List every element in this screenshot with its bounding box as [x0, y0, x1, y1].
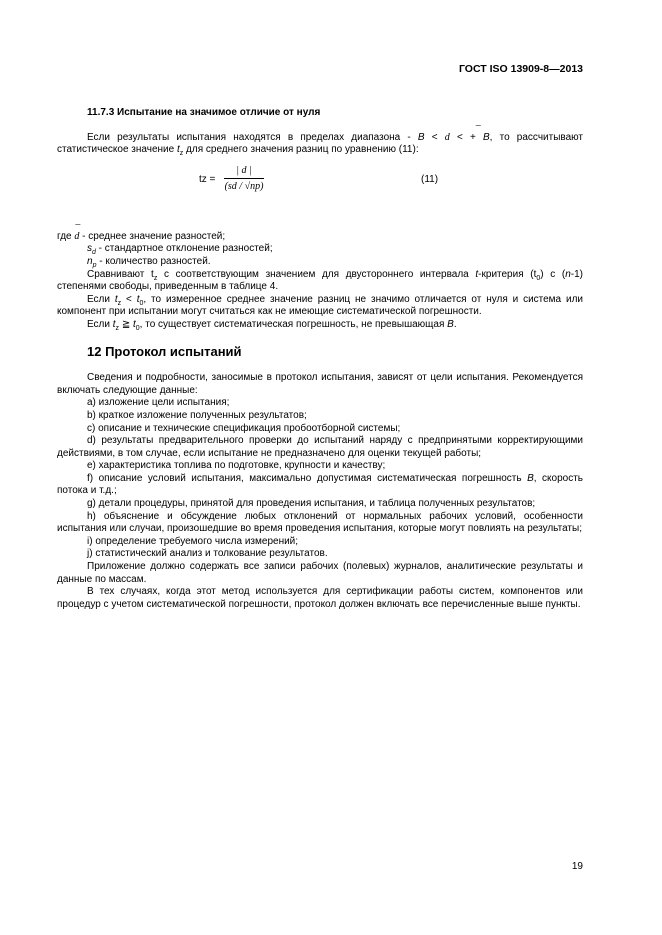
symbol-n: n [87, 255, 93, 267]
formula-11 [57, 165, 583, 227]
paragraph-compare [57, 269, 583, 294]
subscript: z [179, 150, 184, 158]
text: - среднее значение разностей; [79, 230, 226, 242]
subscript: z [115, 324, 120, 332]
subscript: p [92, 261, 97, 269]
text: f) описание условий испытания, максимально допустимая систематическая погрешность [87, 472, 528, 484]
symbol-d-bar: ¯ d [74, 231, 79, 242]
text: -1) степенями свободы, приведенным в таблице 4. [57, 268, 584, 293]
symbol-t: t [112, 318, 116, 330]
subscript: 0 [139, 299, 144, 307]
text: для среднего значения разниц по уравнению (11): [183, 144, 419, 156]
list-item-d: d) результаты предварительного проверки до испытаний наряду с предпринятыми корректирующими действиями, в том случае, если испытание не предназначено для оценки текущей работы; [57, 435, 583, 459]
text: -критерия (t [478, 268, 537, 280]
symbol-b: B [482, 131, 490, 143]
symbol-b: B [447, 318, 454, 330]
symbol-t: t [475, 268, 479, 280]
text: Сравнивают t [87, 268, 154, 280]
formula-lhs: tz = [199, 173, 216, 185]
formula-denominator: (sd / √np) [224, 181, 264, 193]
text: , то существует систематическая погрешность, не превышающая [139, 318, 448, 330]
where-line-d [57, 231, 583, 244]
symbol-t: t [176, 144, 180, 156]
paragraph-less-than [57, 294, 583, 319]
page-content [57, 107, 583, 611]
text: , скорость потока и т.д.; [57, 472, 583, 497]
text: где [57, 230, 75, 242]
where-line-sd [57, 243, 583, 256]
text: Если [87, 293, 115, 305]
symbol-b: B [417, 131, 425, 143]
text: < + [449, 131, 483, 143]
list-item-g: g) детали процедуры, принятой для проведения испытания, и таблица полученных результатов; [87, 498, 536, 510]
symbol-t: t [114, 293, 118, 305]
list-item-i: i) определение требуемого числа измерений; [87, 535, 299, 547]
symbol-b: B [527, 472, 534, 484]
text: Если [87, 318, 113, 330]
section-12-title: 12 Протокол испытаний [87, 343, 242, 359]
section-11-7-3-title: 11.7.3 Испытание на значимое отличие от нуля [87, 107, 321, 118]
list-item-e: e) характеристика топлива по подготовке, крупности и качеству; [87, 460, 386, 472]
text: - количество разностей. [96, 255, 211, 267]
text: - стандартное отклонение разностей; [95, 243, 273, 255]
where-line-np [57, 256, 583, 269]
spacer [57, 120, 583, 132]
list-item-a: a) изложение цели испытания; [87, 397, 230, 409]
subscript: z [117, 299, 122, 307]
paragraph-range-condition [57, 132, 583, 157]
list-item-f [57, 473, 583, 498]
page-number: 19 [571, 861, 583, 872]
text: , то рассчитывают статистическое значение [57, 131, 584, 156]
paragraph-intro: Сведения и подробности, заносимые в протокол испытания, зависят от цели испытания. Рекомендуется включать следующие данные: [57, 372, 583, 396]
list-item-h: h) объяснение и обсуждение любых отклонений от нормальных рабочих условий, особенности испытания или случаи, произошедшие во время проведения испытания, которые могут повлиять на результаты; [57, 510, 583, 535]
formula-numerator: | d | [224, 165, 264, 180]
text: , то измеренное среднее значение разниц не значимо отличается от нуля и система или компонент при испытании могут считаться как не имеющие систематической погрешности. [57, 293, 583, 318]
paragraph-final: В тех случаях, когда этот метод используется для сертификации работы систем, компонентов или процедур с учетом систематической погрешности, протокол должен включать все перечисленные выше пункты. [57, 586, 583, 610]
formula-fraction [224, 165, 264, 194]
text: с соответствующим значением для двустороннего интервала [157, 268, 476, 280]
text: . [453, 318, 457, 330]
symbol-d-bar: ¯ d [445, 132, 450, 143]
list-item-j: j) статистический анализ и толкование результатов. [87, 548, 328, 560]
text: < [424, 131, 445, 143]
text: < [121, 293, 137, 305]
subscript: 0 [536, 274, 541, 282]
symbol-t: t [136, 293, 140, 305]
symbol-s: s [87, 243, 92, 255]
document-header: ГОСТ ISO 13909-8—2013 [458, 63, 583, 75]
list-item-b: b) краткое изложение полученных результатов; [87, 409, 307, 421]
text: ≧ [119, 318, 133, 330]
paragraph-annex: Приложение должно содержать все записи рабочих (полевых) журналов, аналитические результаты и данные по массам. [57, 561, 583, 585]
subscript: z [153, 274, 158, 282]
text: ) с ( [540, 268, 566, 280]
text: Если результаты испытания находятся в пределах диапазона - [87, 131, 418, 143]
formula-number: (11) [421, 173, 439, 185]
symbol-n: n [565, 268, 571, 280]
list-item-c: c) описание и технические спецификация пробоотборной системы; [87, 422, 401, 434]
subscript: 0 [135, 324, 140, 332]
symbol-t: t [132, 318, 136, 330]
subscript: d [92, 249, 96, 257]
paragraph-greater-equal [57, 319, 583, 332]
